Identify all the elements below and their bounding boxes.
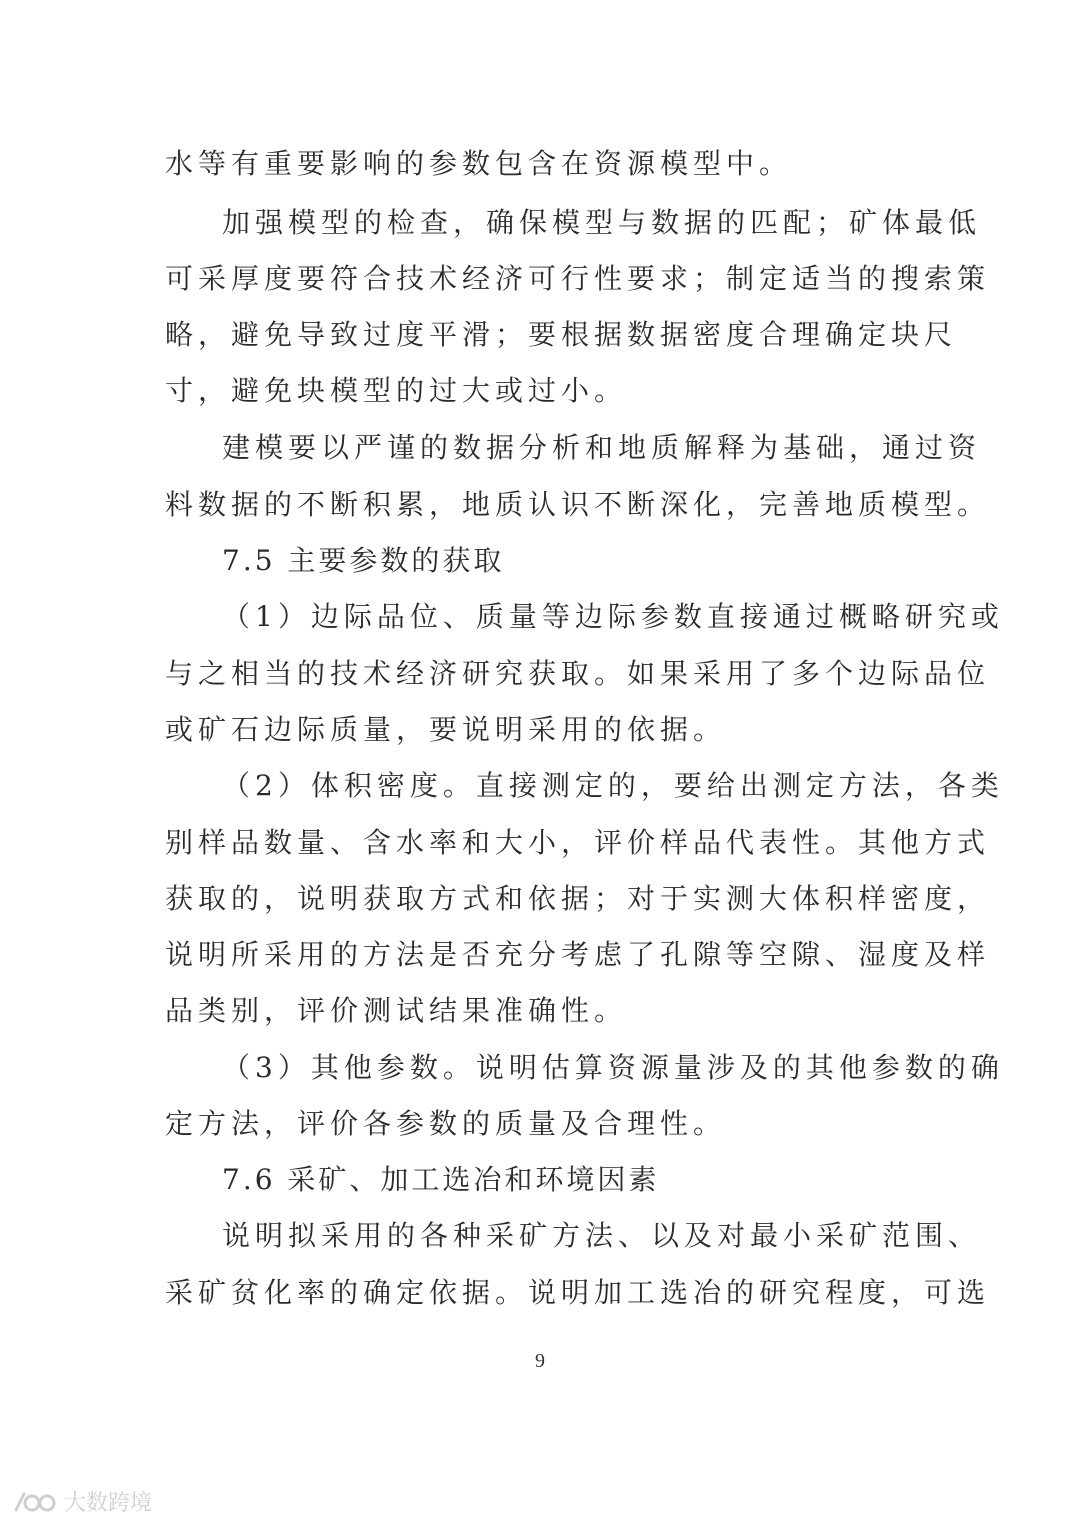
- body-line: 加强模型的检查，确保模型与数据的匹配；矿体最低: [222, 206, 982, 239]
- body-line: （3）其他参数。说明估算资源量涉及的其他参数的确: [222, 1051, 1004, 1084]
- body-line: 品类别，评价测试结果准确性。: [165, 994, 628, 1027]
- watermark: [12, 1486, 152, 1517]
- body-line: 与之相当的技术经济研究获取。如果采用了多个边际品位: [165, 657, 991, 690]
- body-line: 寸，避免块模型的过大或过小。: [165, 374, 628, 407]
- body-line: 说明拟采用的各种采矿方法、以及对最小采矿范围、: [222, 1219, 982, 1252]
- page-number: 9: [535, 1350, 545, 1372]
- body-line: 或矿石边际质量，要说明采用的依据。: [165, 713, 727, 746]
- body-line: 说明所采用的方法是否充分考虑了孔隙等空隙、湿度及样: [165, 938, 991, 971]
- watermark-text: 大数跨境: [64, 1491, 153, 1516]
- body-line: （1）边际品位、质量等边际参数直接通过概略研究或: [222, 600, 1004, 633]
- body-line: 采矿贫化率的确定依据。说明加工选冶的研究程度，可选: [165, 1276, 991, 1309]
- body-line: 定方法，评价各参数的质量及合理性。: [165, 1107, 727, 1140]
- body-line: 水等有重要影响的参数包含在资源模型中。: [165, 147, 793, 180]
- body-line: 获取的，说明获取方式和依据；对于实测大体积样密度，: [165, 882, 991, 915]
- section-heading-7-5: 7.5 主要参数的获取: [222, 544, 505, 577]
- body-line: 可采厚度要符合技术经济可行性要求；制定适当的搜索策: [165, 262, 991, 295]
- body-line: 略，避免导致过度平滑；要根据数据密度合理确定块尺: [165, 318, 958, 351]
- section-heading-7-6: 7.6 采矿、加工选冶和环境因素: [222, 1163, 660, 1196]
- body-line: （2）体积密度。直接测定的，要给出测定方法，各类: [222, 769, 1004, 802]
- body-line: 别样品数量、含水率和大小，评价样品代表性。其他方式: [165, 826, 991, 859]
- body-line: 建模要以严谨的数据分析和地质解释为基础，通过资: [222, 431, 982, 464]
- watermark-logo-icon: [12, 1488, 58, 1516]
- body-line: 料数据的不断积累，地质认识不断深化，完善地质模型。: [165, 488, 991, 521]
